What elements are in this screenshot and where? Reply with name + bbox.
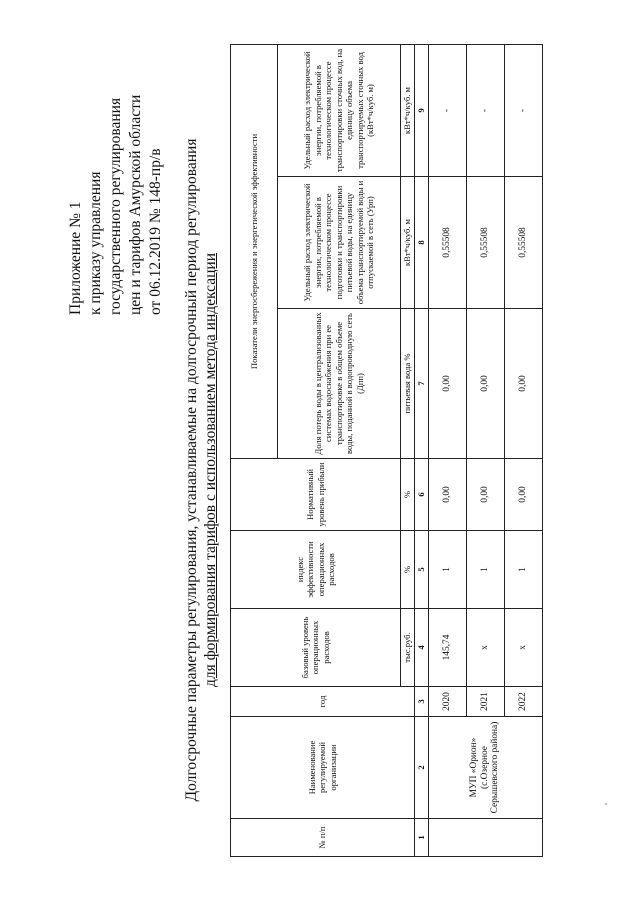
appendix-block — [66, 15, 166, 315]
table-row — [428, 45, 466, 857]
cell-loss: 0,00 — [504, 309, 542, 459]
header-num: № п/п — [231, 819, 415, 857]
appendix-line-4: цен и тарифов Амурской области — [127, 94, 144, 315]
col-number: 8 — [415, 177, 429, 309]
cell-loss: 0,00 — [428, 309, 466, 459]
header-el-waste: Удельный расход электрической энергии, потребляемой в технологическом процессе транспортировки сточных вод, на единицу объема транспортируемых сточных вод (кВт*ч/куб. м) — [278, 45, 401, 177]
column-number-row — [415, 45, 429, 857]
cell-el-water: 0,55508 — [504, 177, 542, 309]
unit-base: тыс.руб. — [401, 609, 415, 687]
cell-norm: 0,00 — [466, 459, 504, 531]
unit-el-waste: кВт*ч/куб. м — [401, 45, 415, 177]
col-number: 5 — [415, 531, 429, 609]
header-el-water: Удельный расход электрической энергии, потребляемой в технологическом процессе подготовки и транспортировки питьевой воды, на единицу объема транспортируемой воды и отпускаемой в сеть (Урп) — [278, 177, 401, 309]
col-number: 9 — [415, 45, 429, 177]
title-line-2: для формирования тарифов с использованием метода индексации — [202, 252, 219, 688]
header-norm: Нормативный уровень прибыли — [231, 459, 401, 531]
title-line-1: Долгосрочные параметры регулирования, устанавливаемые на долгосрочный период регулирования — [183, 138, 200, 802]
scan-speck — [605, 803, 607, 805]
cell-el-water: 0,55508 — [428, 177, 466, 309]
col-number: 3 — [415, 687, 429, 717]
document-title — [182, 75, 220, 865]
cell-index: 1 — [428, 531, 466, 609]
header-year: год — [231, 687, 415, 717]
col-number: 1 — [415, 819, 429, 857]
organization-name: МУП «Орион» (с.Озерное Серышевского района) — [428, 717, 542, 819]
header-energy-group: Показатели энергосбережения и энергетической эффективности — [231, 45, 278, 459]
header-loss: Доля потерь воды в централизованных системах водоснабжения при ее транспортировке в общем объеме воды, поданной в водопроводную сеть (Дпп) — [278, 309, 401, 459]
parameters-table — [230, 44, 543, 857]
cell-base: 145,74 — [428, 609, 466, 687]
cell-year: 2020 — [428, 687, 466, 717]
header-row-1 — [231, 45, 278, 857]
row-num-cell — [428, 819, 542, 857]
unit-index: % — [401, 531, 415, 609]
col-number: 6 — [415, 459, 429, 531]
header-name: Наименование регулируемой организации — [231, 717, 415, 819]
appendix-line-1: Приложение № 1 — [67, 201, 84, 315]
cell-base: х — [466, 609, 504, 687]
cell-loss: 0,00 — [466, 309, 504, 459]
cell-el-waste: - — [466, 45, 504, 177]
cell-el-water: 0,55508 — [466, 177, 504, 309]
cell-year: 2022 — [504, 687, 542, 717]
cell-base: х — [504, 609, 542, 687]
cell-norm: 0,00 — [428, 459, 466, 531]
appendix-line-3: государственного регулирования — [107, 97, 124, 315]
appendix-line-5: от 06.12.2019 № 148-пр/в — [147, 148, 164, 315]
cell-index: 1 — [466, 531, 504, 609]
cell-index: 1 — [504, 531, 542, 609]
header-base: базовый уровень операционных расходов — [231, 609, 401, 687]
unit-norm: % — [401, 459, 415, 531]
cell-el-waste: - — [428, 45, 466, 177]
cell-year: 2021 — [466, 687, 504, 717]
unit-el-water: кВт*ч/куб. м — [401, 177, 415, 309]
cell-el-waste: - — [504, 45, 542, 177]
col-number: 2 — [415, 717, 429, 819]
col-number: 4 — [415, 609, 429, 687]
col-number: 7 — [415, 309, 429, 459]
header-index: индекс эффективности операционных расходов — [231, 531, 401, 609]
unit-loss: питьевая вода % — [401, 309, 415, 459]
appendix-line-2: к приказу управления — [87, 171, 104, 315]
cell-norm: 0,00 — [504, 459, 542, 531]
